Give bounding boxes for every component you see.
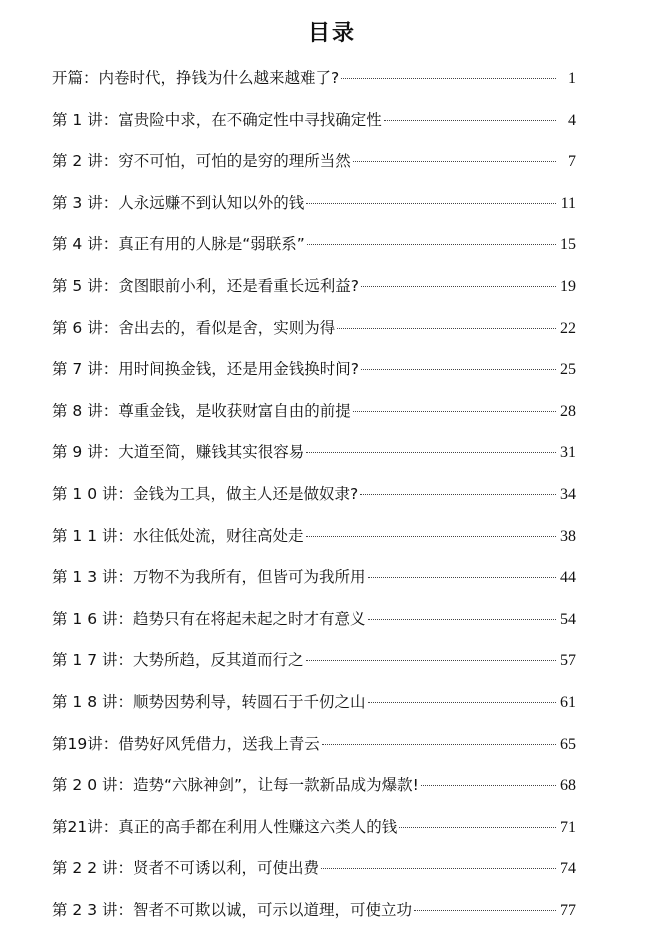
toc-entry <box>52 100 576 142</box>
toc-page-number: 74 <box>560 860 576 878</box>
dot-leader <box>307 244 556 245</box>
toc-page-number: 61 <box>560 693 576 711</box>
toc-page-number: 54 <box>560 610 576 628</box>
toc-entry-label: 第 2 3 讲：智者不可欺以诚，可示以道理，可使立功 <box>52 900 413 919</box>
dot-leader <box>399 827 556 828</box>
toc-entry <box>52 266 576 308</box>
toc-page-number: 44 <box>560 569 576 587</box>
toc-entry <box>52 349 576 391</box>
toc-entry <box>52 765 576 807</box>
dot-leader <box>306 452 556 453</box>
toc-entry-label: 第19讲：借势好风凭借力，送我上青云 <box>52 734 320 753</box>
toc-entry-label: 第 2 0 讲：造势“六脉神剑”，让每一款新品成为爆款! <box>52 776 419 795</box>
toc-entry <box>52 516 576 558</box>
toc-entry <box>52 141 576 183</box>
toc-page-number: 4 <box>568 111 576 129</box>
dot-leader <box>368 619 556 620</box>
dot-leader <box>306 536 556 537</box>
toc-entry <box>52 724 576 766</box>
toc-entry-label: 第 1 3 讲：万物不为我所有，但皆可为我所用 <box>52 568 366 587</box>
toc-entry-label: 第 1 8 讲：顺势因势利导，转圆石于千仞之山 <box>52 692 366 711</box>
dot-leader <box>361 369 556 370</box>
toc-entry-label: 第 7 讲：用时间换金钱，还是用金钱换时间? <box>52 360 359 379</box>
toc-list <box>52 58 576 931</box>
toc-page-number: 68 <box>560 777 576 795</box>
dot-leader <box>361 286 556 287</box>
toc-page-number: 19 <box>560 277 576 295</box>
toc-page-number: 77 <box>560 901 576 919</box>
toc-entry <box>52 474 576 516</box>
dot-leader <box>306 660 556 661</box>
toc-page-number: 57 <box>560 652 576 670</box>
toc-entry-label: 第 1 6 讲：趋势只有在将起未起之时才有意义 <box>52 609 366 628</box>
toc-entry <box>52 391 576 433</box>
toc-page-number: 71 <box>560 818 576 836</box>
toc-page-number: 38 <box>560 527 576 545</box>
toc-entry-label: 第 2 2 讲：贤者不可诱以利，可使出费 <box>52 859 320 878</box>
toc-entry-label: 第 3 讲：人永远赚不到认知以外的钱 <box>52 193 305 212</box>
dot-leader <box>322 744 556 745</box>
toc-entry-label: 开篇：内卷时代，挣钱为什么越来越难了? <box>52 69 340 87</box>
dot-leader <box>341 78 556 79</box>
toc-page-number: 1 <box>568 70 576 87</box>
toc-entry-label: 第 5 讲：贪图眼前小利，还是看重长远利益? <box>52 276 359 295</box>
toc-entry <box>52 682 576 724</box>
dot-leader <box>414 910 556 911</box>
toc-entry-label: 第 4 讲：真正有用的人脉是“弱联系” <box>52 235 305 254</box>
toc-page-number: 11 <box>560 194 576 212</box>
dot-leader <box>353 411 556 412</box>
dot-leader <box>337 328 556 329</box>
toc-entry <box>52 599 576 641</box>
dot-leader <box>306 203 556 204</box>
toc-entry <box>52 432 576 474</box>
toc-page-number: 22 <box>560 319 576 337</box>
toc-entry <box>52 890 576 931</box>
toc-entry <box>52 308 576 350</box>
toc-entry <box>52 557 576 599</box>
toc-entry <box>52 183 576 225</box>
dot-leader <box>368 702 556 703</box>
dot-leader <box>421 785 556 786</box>
toc-entry-label: 第 9 讲：大道至简，赚钱其实很容易 <box>52 443 305 462</box>
toc-entry <box>52 807 576 849</box>
dot-leader <box>368 577 556 578</box>
toc-entry-label: 第 1 7 讲：大势所趋，反其道而行之 <box>52 651 304 670</box>
toc-entry-label: 第21讲：真正的高手都在利用人性赚这六类人的钱 <box>52 817 398 836</box>
page-title: 目录 <box>307 21 356 46</box>
toc-page-number: 65 <box>560 735 576 753</box>
toc-page-number: 31 <box>560 444 576 462</box>
dot-leader <box>353 161 556 162</box>
toc-entry <box>52 224 576 266</box>
toc-entry-label: 第 1 讲：富贵险中求，在不确定性中寻找确定性 <box>52 110 382 129</box>
toc-page-number: 7 <box>568 153 576 171</box>
toc-page-number: 28 <box>560 402 576 420</box>
toc-page-number: 34 <box>560 485 576 503</box>
toc-entry-label: 第 1 0 讲：金钱为工具，做主人还是做奴隶? <box>52 484 359 503</box>
toc-entry-label: 第 8 讲：尊重金钱，是收获财富自由的前提 <box>52 401 351 420</box>
toc-entry <box>52 640 576 682</box>
dot-leader <box>360 494 556 495</box>
toc-entry <box>52 58 576 100</box>
toc-entry <box>52 848 576 890</box>
dot-leader <box>321 868 556 869</box>
toc-page-number: 25 <box>560 361 576 379</box>
toc-entry-label: 第 1 1 讲：水往低处流，财往高处走 <box>52 526 304 545</box>
dot-leader <box>384 120 556 121</box>
toc-entry-label: 第 2 讲：穷不可怕，可怕的是穷的理所当然 <box>52 152 351 171</box>
toc-entry-label: 第 6 讲：舍出去的，看似是舍，实则为得 <box>52 318 336 337</box>
toc-page-number: 15 <box>560 236 576 254</box>
